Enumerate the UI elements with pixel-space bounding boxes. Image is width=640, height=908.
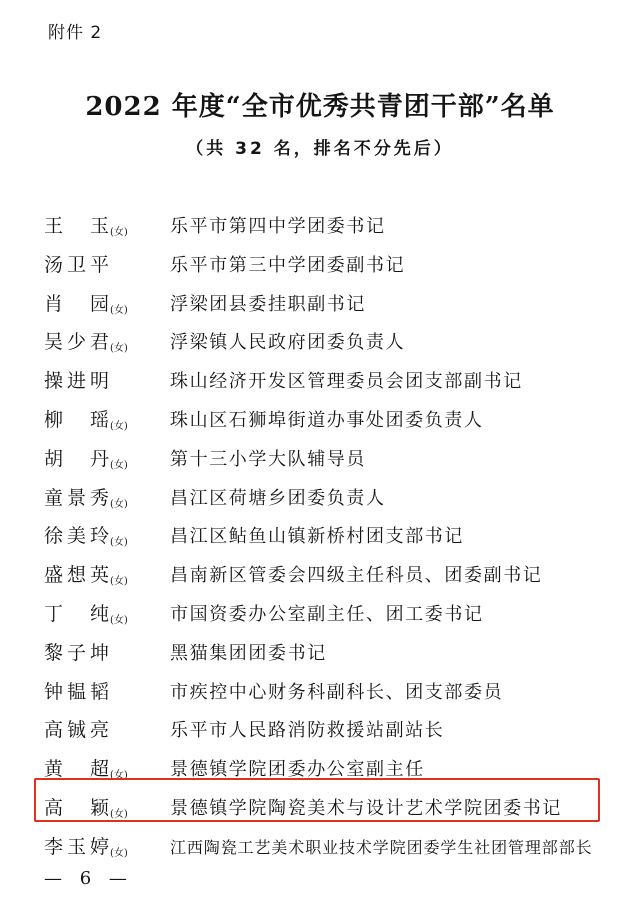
entry-role: 浮梁团县委挂职副书记	[170, 293, 366, 315]
entry-role: 市疾控中心财务科副科长、团支部委员	[170, 681, 504, 703]
female-mark: (女)	[110, 343, 128, 355]
list-item	[0, 827, 640, 866]
female-mark: (女)	[110, 459, 128, 471]
entry-role: 黑猫集团团委书记	[170, 642, 327, 664]
entry-role: 江西陶瓷工艺美术职业技术学院团委学生社团管理部部长	[170, 837, 593, 857]
list-item	[0, 594, 640, 633]
entry-role: 乐平市第四中学团委书记	[170, 216, 386, 237]
female-mark: (女)	[110, 576, 128, 588]
entry-name: 汤卫平	[44, 253, 110, 276]
entry-role: 浮梁镇人民政府团委负责人	[170, 332, 406, 354]
entry-name: 操进明	[44, 370, 110, 393]
document-title: 2022 年度“全市优秀共青团干部”名单	[85, 92, 555, 122]
entry-name: 柳 瑶	[44, 408, 110, 431]
list-item	[0, 361, 640, 400]
entry-role: 昌江区鲇鱼山镇新桥村团支部书记	[170, 526, 464, 548]
female-mark: (女)	[110, 498, 128, 510]
list-item	[0, 672, 640, 711]
female-mark: (女)	[110, 808, 128, 820]
list-item	[0, 478, 640, 517]
entry-name: 盛想英	[44, 564, 110, 587]
list-item	[0, 439, 640, 478]
entry-role: 市国资委办公室副主任、团工委书记	[170, 603, 484, 625]
female-mark: (女)	[110, 227, 128, 238]
list-item	[0, 400, 640, 439]
entry-role: 珠山经济开发区管理委员会团支部副书记	[170, 371, 523, 393]
honoree-list	[0, 206, 640, 866]
entry-name: 黎子坤	[44, 641, 110, 664]
page-number: — 6 —	[44, 868, 133, 889]
female-mark: (女)	[110, 614, 128, 626]
entry-role: 景德镇学院团委办公室副主任	[170, 759, 425, 781]
list-item	[0, 710, 640, 749]
entry-role: 景德镇学院陶瓷美术与设计艺术学院团委书记	[170, 797, 562, 819]
female-mark: (女)	[110, 420, 128, 432]
entry-role: 乐平市人民路消防救援站副站长	[170, 720, 445, 742]
female-mark: (女)	[110, 770, 128, 782]
female-mark: (女)	[110, 847, 128, 859]
entry-name: 丁 纯	[44, 602, 110, 625]
list-item	[0, 516, 640, 555]
list-item	[0, 284, 640, 323]
entry-role: 珠山区石狮埠街道办事处团委负责人	[170, 409, 484, 431]
list-item	[0, 633, 640, 672]
list-item	[0, 555, 640, 594]
entry-name: 高铖亮	[44, 719, 110, 742]
entry-name: 肖 园	[44, 292, 110, 315]
entry-name: 黄 超	[44, 758, 110, 781]
attachment-label: 附件 2	[48, 23, 103, 43]
entry-name: 徐美玲	[44, 525, 110, 548]
document-subtitle: （共 32 名，排名不分先后）	[186, 139, 454, 159]
entry-role: 乐平市第三中学团委副书记	[170, 254, 406, 276]
entry-role: 第十三小学大队辅导员	[170, 448, 366, 470]
entry-name: 王 玉	[44, 215, 110, 237]
entry-role: 昌南新区管委会四级主任科员、团委副书记	[170, 565, 543, 587]
entry-name: 高 颖	[44, 796, 110, 819]
entry-role: 昌江区荷塘乡团委负责人	[170, 487, 386, 509]
entry-name: 童景秀	[44, 486, 110, 509]
entry-name: 吴少君	[44, 331, 110, 354]
entry-name: 胡 丹	[44, 447, 110, 470]
list-item	[0, 245, 640, 284]
highlight-box	[34, 778, 600, 822]
female-mark: (女)	[110, 537, 128, 549]
list-item	[0, 322, 640, 361]
entry-name: 李玉婷	[44, 835, 110, 858]
list-item	[0, 206, 640, 245]
female-mark: (女)	[110, 304, 128, 316]
entry-name: 钟韫韬	[44, 680, 110, 703]
